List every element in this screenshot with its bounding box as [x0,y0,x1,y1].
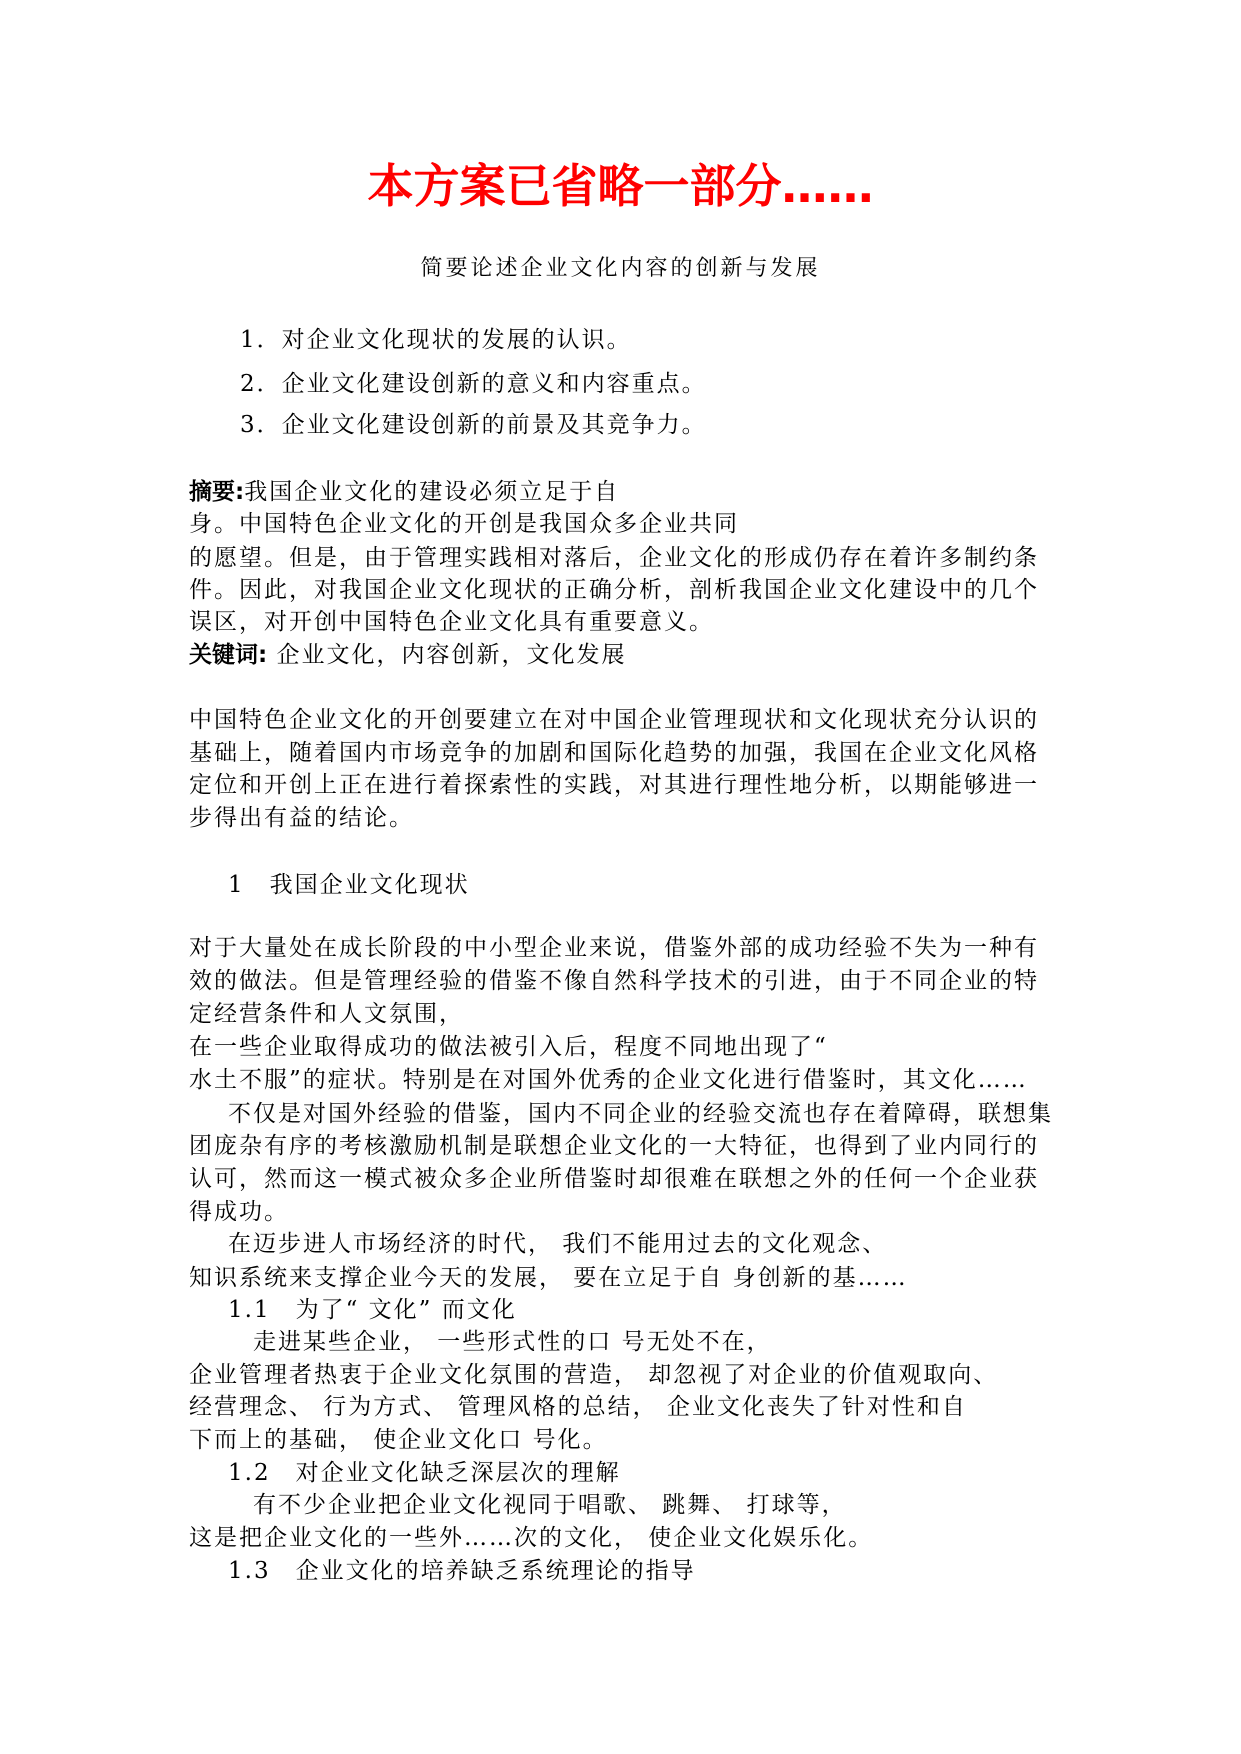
body-line: 走进某些企业， 一些形式性的口 号无处不在， [253,1329,772,1355]
abstract-label: 摘要: [189,479,245,505]
body-line: 对于大量处在成长阶段的中小型企业来说，借鉴外部的成功经验不失为一种有 [189,935,1039,961]
outline-item: 3．企业文化建设创新的前景及其竞争力。 [240,412,707,438]
body-line: 有不少企业把企业文化视同于唱歌、 跳舞、 打球等， [253,1492,847,1518]
subsection-heading: 1.1 为了“ 文化” 而文化 [228,1297,517,1323]
body-line: 效的做法。但是管理经验的借鉴不像自然科学技术的引进，由于不同企业的特 [189,968,1039,994]
keywords-line [189,639,627,671]
body-line: 这是把企业文化的一些外……次的文化， 使企业文化娱乐化。 [189,1525,874,1551]
abstract-line: 件。因此，对我国企业文化现状的正确分析，剖析我国企业文化建设中的几个 [189,577,1039,603]
keywords-label: 关键词: [189,642,268,668]
intro-line: 步得出有益的结论。 [189,805,414,831]
body-line: 定经营条件和人文氛围， [189,1001,464,1027]
body-line: 不仅是对国外经验的借鉴，国内不同企业的经验交流也存在着障碍，联想集 [228,1101,1053,1127]
subsection-heading: 1.2 对企业文化缺乏深层次的理解 [228,1460,621,1486]
abstract-line: 误区，对开创中国特色企业文化具有重要意义。 [189,609,714,635]
page-title: 本方案已省略一部分…… [367,159,874,213]
intro-line: 定位和开创上正在进行着探索性的实践，对其进行理性地分析，以期能够进一 [189,772,1039,798]
abstract-line: 的愿望。但是，由于管理实践相对落后，企业文化的形成仍存在着许多制约条 [189,545,1039,571]
abstract-line [189,476,619,508]
intro-line: 基础上，随着国内市场竞争的加剧和国际化趋势的加强，我国在企业文化风格 [189,740,1039,766]
abstract-text: 我国企业文化的建设必须立足于自 [244,479,620,505]
body-line: 得成功。 [189,1199,289,1225]
outline-item: 1．对企业文化现状的发展的认识。 [240,327,632,353]
body-line: 认可，然而这一模式被众多企业所借鉴时却很难在联想之外的任何一个企业获 [189,1166,1039,1192]
keywords-text: 企业文化，内容创新，文化发展 [267,642,627,668]
document-subtitle: 简要论述企业文化内容的创新与发展 [420,256,821,281]
body-line: 在迈步进人市场经济的时代， 我们不能用过去的文化观念、 [228,1231,888,1257]
abstract-line: 身。中国特色企业文化的开创是我国众多企业共同 [189,511,739,537]
body-line: 经营理念、 行为方式、 管理风格的总结， 企业文化丧失了针对性和自 [189,1394,967,1420]
intro-line: 中国特色企业文化的开创要建立在对中国企业管理现状和文化现状充分认识的 [189,707,1039,733]
body-line: 下而上的基础， 使企业文化口 号化。 [189,1427,608,1453]
body-line: 企业管理者热衷于企业文化氛围的营造， 却忽视了对企业的价值观取向、 [189,1362,999,1388]
body-line: 团庞杂有序的考核激励机制是联想企业文化的一大特征，也得到了业内同行的 [189,1133,1039,1159]
body-line: 知识系统来支撑企业今天的发展， 要在立足于自 身创新的基…… [189,1265,908,1291]
subsection-heading: 1.3 企业文化的培养缺乏系统理论的指导 [228,1558,696,1584]
outline-item: 2．企业文化建设创新的意义和内容重点。 [240,371,707,397]
body-line: 水土不服”的症状。特别是在对国外优秀的企业文化进行借鉴时，其文化…… [189,1067,1028,1093]
body-line: 在一些企业取得成功的做法被引入后，程度不同地出现了“ [189,1034,828,1060]
section-heading: 1 我国企业文化现状 [228,872,470,898]
